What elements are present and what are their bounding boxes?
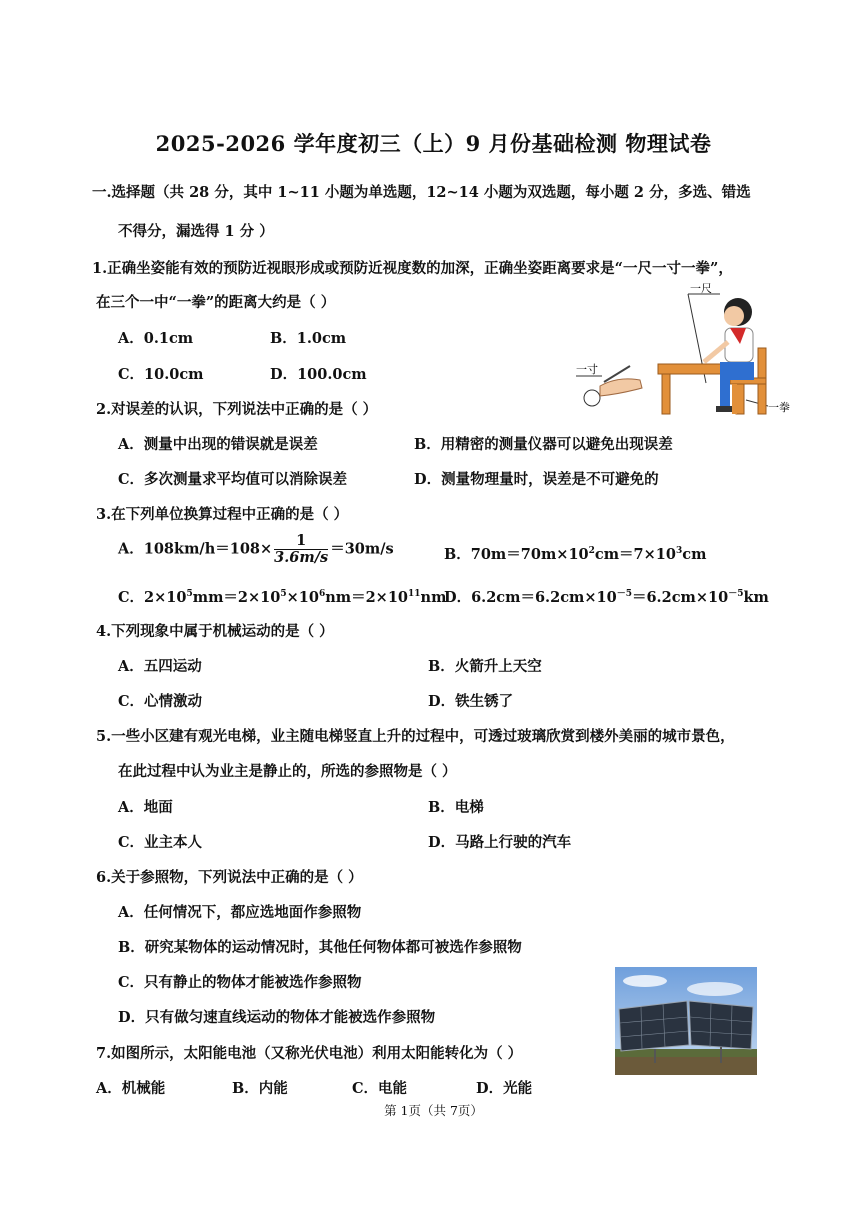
q4-option-b: B．火箭升上天空 <box>428 658 542 675</box>
label-yicun: 一寸 <box>576 364 598 376</box>
q3-a-fraction: $\frac{1}{3.6m/s}$ <box>274 532 329 566</box>
q3-option-c: C．$2\times 10^5mm=2\times 10^5\times 10^6nm=2\times 10^{11}nm$ <box>118 589 447 606</box>
section-header-line1: 一.选择题（共 28 分，其中 1~11 小题为单选题，12~14 小题为双选题，每小题 2 分，多选、错选 <box>92 184 751 201</box>
exam-title: 2025-2026 学年度初三（上）9 月份基础检测 物理试卷 <box>155 131 712 156</box>
q5-option-a: A．地面 <box>118 799 173 816</box>
q2-option-b: B．用精密的测量仪器可以避免出现误差 <box>414 436 673 453</box>
q6-option-d: D．只有做匀速直线运动的物体才能被选作参照物 <box>118 1009 436 1026</box>
q7-stem: 7.如图所示，太阳能电池（又称光伏电池）利用太阳能转化为（ ） <box>96 1045 523 1062</box>
q6-option-a: A．任何情况下，都应选地面作参照物 <box>118 904 362 921</box>
q4-option-c: C．心情激动 <box>118 693 203 710</box>
q1-option-b: B．1.0cm <box>270 330 347 347</box>
q7-option-b: B．内能 <box>232 1080 288 1097</box>
page-footer: 第 1页（共 7页） <box>384 1103 483 1118</box>
solar-panel-photo <box>615 967 757 1075</box>
q5-stem-line2: 在此过程中认为业主是静止的，所选的参照物是（ ） <box>118 763 457 780</box>
label-yichi: 一尺 <box>690 283 712 295</box>
q3-option-b: B．$70m=70m\times 10^2cm=7\times 10^3cm$ <box>444 546 707 563</box>
q1-option-a: A．0.1cm <box>118 330 194 347</box>
q6-option-b: B．研究某物体的运动情况时，其他任何物体都可被选作参照物 <box>118 939 522 956</box>
q4-stem: 4.下列现象中属于机械运动的是（ ） <box>96 623 334 640</box>
q4-option-a: A．五四运动 <box>118 658 202 675</box>
q2-option-d: D．测量物理量时，误差是不可避免的 <box>414 471 659 488</box>
q5-stem-line1: 5.一些小区建有观光电梯，业主随电梯竖直上升的过程中，可透过玻璃欣赏到楼外美丽的城市景色， <box>96 728 735 745</box>
q2-stem: 2.对误差的认识，下列说法中正确的是（ ） <box>96 401 378 418</box>
q5-option-b: B．电梯 <box>428 799 484 816</box>
q6-stem: 6.关于参照物，下列说法中正确的是（ ） <box>96 869 363 886</box>
q4-option-d: D．铁生锈了 <box>428 693 514 710</box>
q7-option-d: D．光能 <box>476 1080 533 1097</box>
q1-stem-line1: 1.正确坐姿能有效的预防近视眼形成或预防近视度数的加深，正确坐姿距离要求是“一尺一寸一拳”， <box>92 260 733 277</box>
q7-option-a: A．机械能 <box>96 1080 166 1097</box>
posture-illustration <box>570 278 800 418</box>
q5-option-c: C．业主本人 <box>118 834 203 851</box>
q5-option-d: D．马路上行驶的汽车 <box>428 834 572 851</box>
q1-stem-line2: 在三个一中“一拳”的距离大约是（ ） <box>96 294 336 311</box>
q2-option-c: C．多次测量求平均值可以消除误差 <box>118 471 348 488</box>
q1-option-c: C．10.0cm <box>118 366 204 383</box>
q1-option-d: D．100.0cm <box>270 366 367 383</box>
q2-option-a: A．测量中出现的错误就是误差 <box>118 436 318 453</box>
q3-option-d: D．$6.2cm=6.2cm\times 10^{-5}=6.2cm\times 10^{-5}km$ <box>444 589 769 606</box>
q3-stem: 3.在下列单位换算过程中正确的是（ ） <box>96 506 349 523</box>
section-header-line2: 不得分，漏选得 1 分 ） <box>118 223 274 240</box>
q6-option-c: C．只有静止的物体才能被选作参照物 <box>118 974 362 991</box>
label-yiquan: 一拳 <box>768 402 790 414</box>
q7-option-c: C．电能 <box>352 1080 408 1097</box>
q3-option-a: A．108km/h＝108× $\frac{1}{3.6m/s}$ ＝30m/s <box>118 532 394 566</box>
